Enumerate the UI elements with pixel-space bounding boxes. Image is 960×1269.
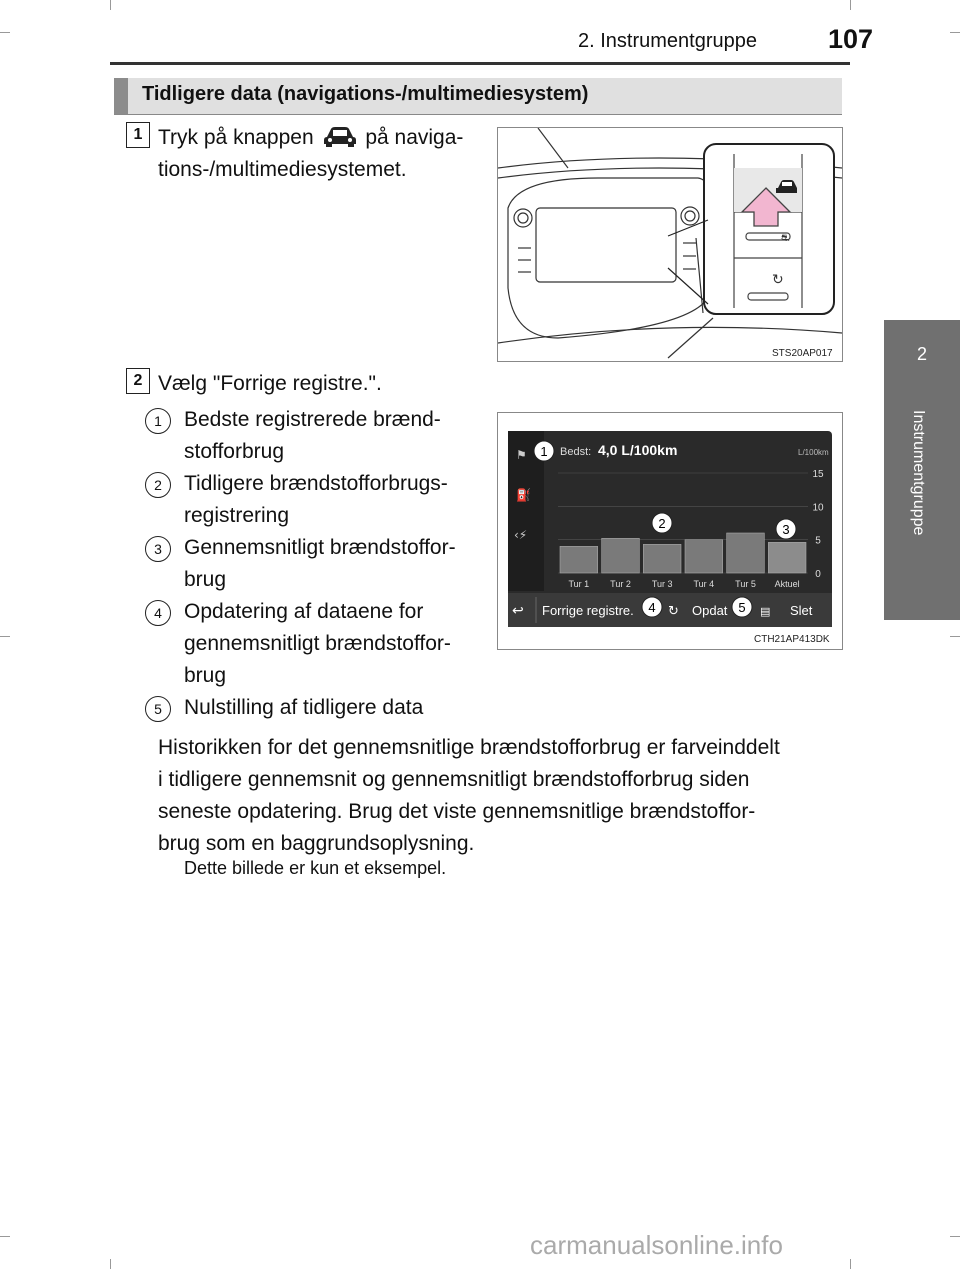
paragraph-line: i tidligere gennemsnit og gennemsnitligt brændstofforbrug siden bbox=[158, 768, 750, 791]
paragraph-line: seneste opdatering. Brug det viste gennemsnitlige brændstoffor- bbox=[158, 800, 756, 823]
y-tick-label: 10 bbox=[812, 502, 824, 514]
callout-3: 3 bbox=[782, 522, 790, 537]
item-1-line: Bedste registrerede brænd- bbox=[184, 408, 441, 431]
item-3-line: brug bbox=[184, 568, 227, 591]
crop-mark bbox=[110, 1259, 111, 1269]
fuel-history-icon: ⛽ bbox=[516, 488, 531, 502]
description-paragraph bbox=[158, 732, 828, 860]
item-3-line: Gennemsnitligt brændstoffor- bbox=[184, 536, 456, 559]
header-rule bbox=[110, 62, 850, 65]
car-button-icon bbox=[323, 125, 357, 147]
dashboard-figure bbox=[497, 127, 843, 362]
x-tick-label: Tur 1 bbox=[568, 579, 590, 589]
svg-text:⛐: ⛐ bbox=[781, 233, 790, 244]
item-4-line: gennemsnitligt brændstoffor- bbox=[184, 632, 451, 655]
reset-label[interactable]: Slet bbox=[790, 603, 813, 618]
fuel-history-screen bbox=[498, 413, 842, 649]
crop-mark bbox=[0, 32, 10, 33]
update-label[interactable]: Opdat bbox=[692, 603, 728, 618]
step-1-text-c: tions-/multimediesystemet. bbox=[158, 158, 407, 181]
reset-icon[interactable]: ▤ bbox=[760, 605, 771, 618]
item-text-2 bbox=[184, 468, 476, 532]
section-heading-bar bbox=[114, 78, 128, 114]
figure-code: CTH21AP413DK bbox=[754, 634, 830, 645]
watermark: carmanualsonline.info bbox=[530, 1230, 783, 1260]
item-1-line: stofforbrug bbox=[184, 440, 285, 463]
crop-mark bbox=[850, 1259, 851, 1269]
step-badge-2: 2 bbox=[126, 368, 150, 394]
step-1-text-b: på naviga- bbox=[365, 126, 464, 149]
crop-mark bbox=[950, 636, 960, 637]
callout-5: 5 bbox=[738, 600, 746, 615]
item-text-5: Nulstilling af tidligere data bbox=[184, 696, 424, 719]
crop-mark bbox=[0, 1236, 10, 1237]
item-4-line: brug bbox=[184, 664, 227, 687]
callout-1: 1 bbox=[540, 444, 548, 459]
chapter-side-tab bbox=[884, 320, 960, 620]
item-2-line: Tidligere brændstofforbrugs- bbox=[184, 472, 448, 495]
paragraph-line: Historikken for det gennemsnitlige brændstofforbrug er farveinddelt bbox=[158, 736, 780, 759]
callout-4: 4 bbox=[648, 600, 656, 615]
callout-2: 2 bbox=[658, 516, 666, 531]
eco-icon: ‹⚡ bbox=[514, 528, 528, 542]
best-icon: ⚑ bbox=[516, 448, 527, 462]
crop-mark bbox=[950, 32, 960, 33]
best-label: Bedst: bbox=[560, 446, 592, 458]
figure-code: STS20AP017 bbox=[772, 348, 833, 359]
y-tick-label: 15 bbox=[812, 469, 824, 480]
x-tick-label: Tur 4 bbox=[693, 579, 715, 589]
example-note: Dette billede er kun et eksempel. bbox=[184, 858, 447, 878]
section-title: Tidligere data (navigations-/multimediesystem) bbox=[142, 83, 589, 105]
back-icon[interactable]: ↩ bbox=[512, 603, 524, 619]
dashboard-illustration bbox=[498, 128, 842, 361]
crop-mark bbox=[950, 1236, 960, 1237]
item-text-3 bbox=[184, 532, 476, 596]
item-number-4: 4 bbox=[145, 600, 171, 626]
chapter-title: 2. Instrumentgruppe bbox=[578, 30, 757, 52]
x-tick-label: Tur 3 bbox=[651, 579, 673, 589]
paragraph-line: brug som en baggrundsoplysning. bbox=[158, 832, 475, 855]
section-heading bbox=[114, 78, 842, 115]
item-text-4 bbox=[184, 596, 476, 692]
item-number-2: 2 bbox=[145, 472, 171, 498]
page-number: 107 bbox=[828, 24, 874, 54]
best-value: 4,0 L/100km bbox=[598, 442, 678, 458]
bar-tur-3 bbox=[643, 544, 681, 573]
step-2-text: Vælg "Forrige registre.". bbox=[158, 372, 382, 395]
crop-mark bbox=[850, 0, 851, 10]
item-4-line: Opdatering af dataene for bbox=[184, 600, 424, 623]
screen-figure bbox=[497, 412, 843, 650]
step-badge-1: 1 bbox=[126, 122, 150, 148]
step-1-text-a: Tryk på knappen bbox=[158, 126, 314, 149]
bar-tur-1 bbox=[560, 546, 598, 573]
side-tab-number: 2 bbox=[916, 344, 927, 364]
item-number-1: 1 bbox=[145, 408, 171, 434]
item-2-line: registrering bbox=[184, 504, 290, 527]
bar-tur-5 bbox=[727, 533, 765, 573]
crop-mark bbox=[0, 636, 10, 637]
y-tick-label: 5 bbox=[815, 535, 821, 547]
step-1-text bbox=[158, 122, 478, 186]
crop-mark bbox=[110, 0, 111, 10]
back-label[interactable]: Forrige registre. bbox=[542, 603, 634, 618]
update-icon[interactable]: ↻ bbox=[668, 604, 679, 619]
side-tab-label: Instrumentgruppe bbox=[910, 410, 927, 536]
y-tick-label: 0 bbox=[815, 569, 821, 580]
unit-label: L/100km bbox=[798, 448, 829, 457]
item-text-1 bbox=[184, 404, 476, 468]
bar-aktuel bbox=[768, 542, 806, 573]
bar-tur-4 bbox=[685, 540, 723, 573]
x-tick-label: Tur 2 bbox=[610, 579, 631, 589]
item-number-3: 3 bbox=[145, 536, 171, 562]
item-number-5: 5 bbox=[145, 696, 171, 722]
x-tick-label: Tur 5 bbox=[735, 579, 756, 589]
svg-text:↻: ↻ bbox=[772, 272, 784, 288]
x-tick-label: Aktuel bbox=[774, 579, 800, 589]
bar-tur-2 bbox=[602, 538, 640, 573]
